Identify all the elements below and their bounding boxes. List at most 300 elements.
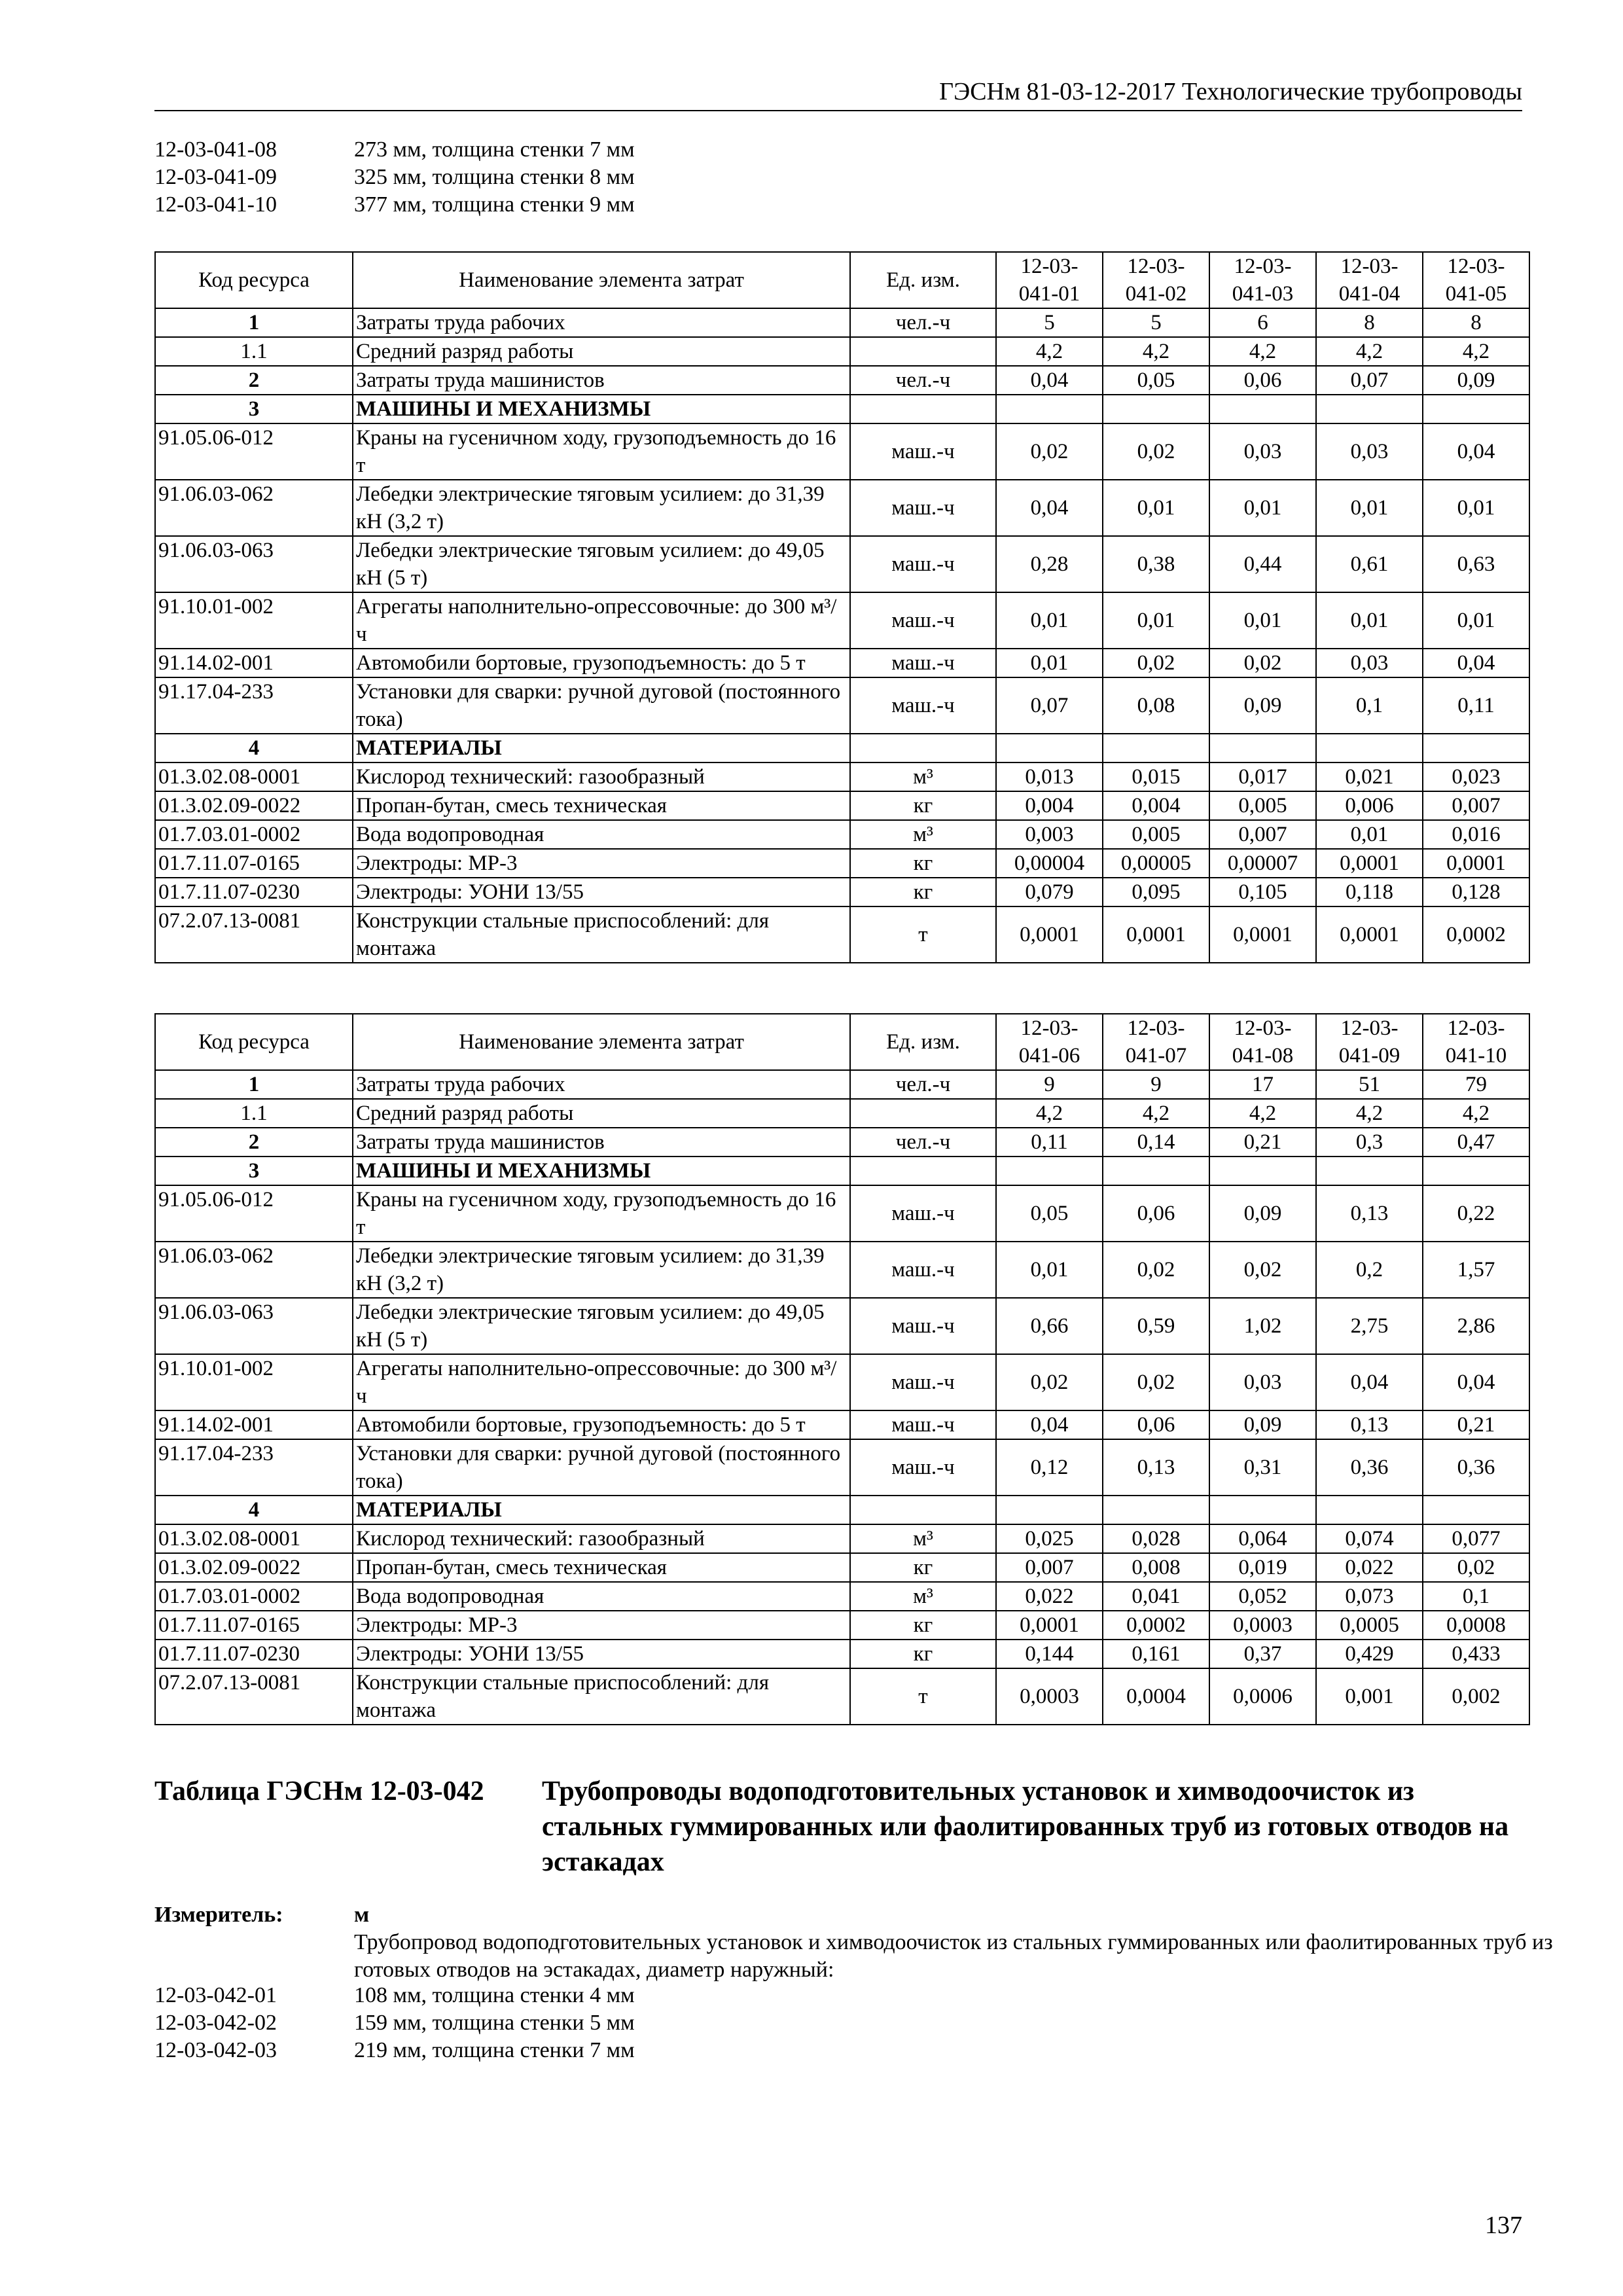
section-label: Таблица ГЭСНм 12-03-042 [154, 1776, 484, 1806]
table-row [155, 1524, 1529, 1553]
cell-value: 0,0005 [1316, 1611, 1423, 1640]
cell-code: 1.1 [155, 1099, 353, 1128]
cell-value: 0,00007 [1209, 849, 1316, 878]
table-row [155, 337, 1529, 366]
table-row [155, 1582, 1529, 1611]
cell-value: 0,002 [1423, 1668, 1529, 1725]
col-header-norm: 12-03- 041-09 [1316, 1014, 1423, 1070]
col-header-norm: 12-03- 041-04 [1316, 252, 1423, 308]
cell-unit: чел.-ч [850, 1070, 996, 1099]
measure-unit: м [354, 1903, 370, 1927]
cell-value: 0,073 [1316, 1582, 1423, 1611]
cell-value: 0,03 [1316, 423, 1423, 480]
cell-value: 0,0001 [1423, 849, 1529, 878]
cell-code: 91.17.04-233 [155, 677, 353, 734]
cell-name: Лебедки электрические тяговым усилием: до 31,39 кН (3,2 т) [353, 480, 850, 536]
cell-code: 3 [155, 1157, 353, 1185]
cell-value: 8 [1316, 308, 1423, 337]
cell-name: Затраты труда рабочих [353, 308, 850, 337]
cell-unit: м³ [850, 1582, 996, 1611]
cell-value: 0,01 [1316, 480, 1423, 536]
col-header-norm: 12-03- 041-07 [1103, 1014, 1209, 1070]
cell-value: 0,36 [1316, 1439, 1423, 1496]
cell-value: 0,0001 [996, 1611, 1103, 1640]
cell-value: 0,0001 [996, 906, 1103, 963]
cell-value: 0,004 [996, 791, 1103, 820]
cell-unit: маш.-ч [850, 1185, 996, 1242]
cell-value [1316, 1157, 1423, 1185]
cell-unit: чел.-ч [850, 1128, 996, 1157]
cell-value: 0,03 [1209, 1354, 1316, 1410]
cell-value: 0,01 [1316, 820, 1423, 849]
cell-value: 9 [1103, 1070, 1209, 1099]
cell-value: 51 [1316, 1070, 1423, 1099]
cell-unit: м³ [850, 820, 996, 849]
cell-value: 0,161 [1103, 1640, 1209, 1668]
cell-value: 0,00004 [996, 849, 1103, 878]
cell-value: 0,005 [1209, 791, 1316, 820]
cell-value: 0,36 [1423, 1439, 1529, 1496]
code-line [154, 192, 635, 217]
cell-value: 0,44 [1209, 536, 1316, 592]
table-row [155, 1099, 1529, 1128]
table-row [155, 1354, 1529, 1410]
cell-name: Автомобили бортовые, грузоподъемность: до 5 т [353, 649, 850, 677]
cell-unit: маш.-ч [850, 677, 996, 734]
cell-value [1423, 395, 1529, 423]
cell-value: 0,63 [1423, 536, 1529, 592]
cell-value: 0,028 [1103, 1524, 1209, 1553]
cell-unit: кг [850, 878, 996, 906]
cell-unit: т [850, 906, 996, 963]
cell-name: Конструкции стальные приспособлений: для монтажа [353, 906, 850, 963]
cell-value: 0,0003 [1209, 1611, 1316, 1640]
cell-code: 01.3.02.09-0022 [155, 791, 353, 820]
section-heading: Трубопроводы водоподготовительных установок и химводоочисток из стальных гуммированных или фаолитированных труб из готовых отводов на эстакадах [542, 1776, 1509, 1877]
cell-value: 0,66 [996, 1298, 1103, 1354]
cell-value: 0,1 [1316, 677, 1423, 734]
line-code: 12-03-041-09 [154, 165, 277, 189]
cell-value: 5 [1103, 308, 1209, 337]
cell-value: 8 [1423, 308, 1529, 337]
cell-value [1103, 395, 1209, 423]
cell-code: 2 [155, 366, 353, 395]
cell-value: 0,144 [996, 1640, 1103, 1668]
cell-value: 0,37 [1209, 1640, 1316, 1668]
cell-value: 0,13 [1316, 1410, 1423, 1439]
cell-value: 17 [1209, 1070, 1316, 1099]
cell-value [1103, 1157, 1209, 1185]
cell-value [1209, 1496, 1316, 1524]
cell-value: 0,12 [996, 1439, 1103, 1496]
cell-name: Средний разряд работы [353, 337, 850, 366]
cell-value: 0,47 [1423, 1128, 1529, 1157]
cell-value: 0,01 [996, 649, 1103, 677]
table-row [155, 1157, 1529, 1185]
cell-value: 4,2 [1316, 1099, 1423, 1128]
cell-value: 4,2 [1316, 337, 1423, 366]
cell-code: 91.14.02-001 [155, 1410, 353, 1439]
cell-code: 3 [155, 395, 353, 423]
cell-code: 1.1 [155, 337, 353, 366]
cell-value: 0,0001 [1103, 906, 1209, 963]
cell-value: 0,31 [1209, 1439, 1316, 1496]
cell-unit: маш.-ч [850, 1354, 996, 1410]
line-code: 12-03-042-01 [154, 1983, 277, 2007]
code-line [154, 1983, 635, 2008]
cell-value: 0,079 [996, 878, 1103, 906]
cell-unit: кг [850, 849, 996, 878]
cell-value: 0,06 [1103, 1410, 1209, 1439]
cell-code: 4 [155, 734, 353, 762]
cell-value [1209, 395, 1316, 423]
cell-name: Электроды: МР-3 [353, 849, 850, 878]
cell-value: 0,007 [1209, 820, 1316, 849]
cell-unit: чел.-ч [850, 366, 996, 395]
cell-value: 0,01 [1103, 592, 1209, 649]
cell-value: 0,01 [1209, 592, 1316, 649]
cell-name: Электроды: МР-3 [353, 1611, 850, 1640]
table-row [155, 1298, 1529, 1354]
cell-value: 0,02 [1209, 1242, 1316, 1298]
table-row [155, 906, 1529, 963]
cell-value [1209, 1157, 1316, 1185]
cell-name: Кислород технический: газообразный [353, 1524, 850, 1553]
cell-value: 0,006 [1316, 791, 1423, 820]
cell-code: 91.06.03-062 [155, 1242, 353, 1298]
page-number: 137 [1485, 2212, 1522, 2239]
table-row [155, 649, 1529, 677]
header-title: ГЭСНм 81-03-12-2017 Технологические трубопроводы [939, 78, 1522, 105]
cell-value: 0,28 [996, 536, 1103, 592]
table-row [155, 1439, 1529, 1496]
cell-unit: кг [850, 1553, 996, 1582]
line-code: 12-03-041-08 [154, 137, 277, 162]
cell-unit [850, 1157, 996, 1185]
cell-value: 4,2 [1103, 1099, 1209, 1128]
table-row [155, 308, 1529, 337]
cell-value: 0,04 [996, 1410, 1103, 1439]
table-row [155, 1410, 1529, 1439]
cell-code: 4 [155, 1496, 353, 1524]
cell-name: Затраты труда машинистов [353, 1128, 850, 1157]
cell-value: 0,04 [1423, 1354, 1529, 1410]
cell-value: 0,005 [1103, 820, 1209, 849]
table-row [155, 1553, 1529, 1582]
col-header-norm: 12-03- 041-10 [1423, 1014, 1529, 1070]
page-header [154, 73, 1522, 111]
code-line [154, 137, 635, 162]
cell-name: Агрегаты наполнительно-опрессовочные: до 300 м³/ч [353, 592, 850, 649]
cell-value: 0,3 [1316, 1128, 1423, 1157]
cell-value: 0,04 [1423, 649, 1529, 677]
cell-value: 0,04 [1316, 1354, 1423, 1410]
table-row [155, 423, 1529, 480]
cell-value: 4,2 [1209, 337, 1316, 366]
cell-name: Лебедки электрические тяговым усилием: до 49,05 кН (5 т) [353, 536, 850, 592]
cell-code: 91.05.06-012 [155, 1185, 353, 1242]
cell-value: 0,09 [1209, 1185, 1316, 1242]
cell-value: 0,02 [996, 423, 1103, 480]
table-row [155, 1185, 1529, 1242]
measure-label: Измеритель: [154, 1903, 283, 1927]
cell-code: 01.3.02.09-0022 [155, 1553, 353, 1582]
cell-value [996, 1157, 1103, 1185]
cell-unit: маш.-ч [850, 536, 996, 592]
cell-unit: маш.-ч [850, 649, 996, 677]
cell-name: Лебедки электрические тяговым усилием: до 31,39 кН (3,2 т) [353, 1242, 850, 1298]
table-row [155, 1611, 1529, 1640]
col-header-unit: Ед. изм. [850, 1014, 996, 1070]
cell-value: 1,02 [1209, 1298, 1316, 1354]
cell-value: 0,0002 [1103, 1611, 1209, 1640]
cell-unit [850, 395, 996, 423]
cell-name: МАШИНЫ И МЕХАНИЗМЫ [353, 1157, 850, 1185]
cell-unit: м³ [850, 1524, 996, 1553]
line-text: 108 мм, толщина стенки 4 мм [354, 1983, 635, 2007]
cell-value: 0,095 [1103, 878, 1209, 906]
table-row [155, 762, 1529, 791]
cell-unit: маш.-ч [850, 592, 996, 649]
cell-value: 4,2 [1423, 1099, 1529, 1128]
cell-value: 0,017 [1209, 762, 1316, 791]
cell-value: 0,04 [1423, 423, 1529, 480]
cell-value: 0,61 [1316, 536, 1423, 592]
cell-value: 4,2 [1209, 1099, 1316, 1128]
cell-code: 91.10.01-002 [155, 1354, 353, 1410]
cell-value: 0,007 [1423, 791, 1529, 820]
cell-value [1209, 734, 1316, 762]
cell-value: 4,2 [1103, 337, 1209, 366]
cell-value [1423, 1496, 1529, 1524]
cell-value: 0,064 [1209, 1524, 1316, 1553]
cell-value: 9 [996, 1070, 1103, 1099]
cell-unit: кг [850, 1640, 996, 1668]
cell-name: Автомобили бортовые, грузоподъемность: до 5 т [353, 1410, 850, 1439]
cell-value: 2,86 [1423, 1298, 1529, 1354]
cell-code: 91.17.04-233 [155, 1439, 353, 1496]
cell-code: 91.06.03-063 [155, 536, 353, 592]
code-line [154, 2038, 635, 2063]
line-code: 12-03-042-02 [154, 2011, 277, 2035]
cell-name: Краны на гусеничном ходу, грузоподъемность до 16 т [353, 423, 850, 480]
cell-value: 0,07 [996, 677, 1103, 734]
cell-value: 0,02 [1103, 1354, 1209, 1410]
cell-value: 0,01 [1423, 592, 1529, 649]
cell-value: 0,0004 [1103, 1668, 1209, 1725]
cell-value: 0,052 [1209, 1582, 1316, 1611]
line-text: 325 мм, толщина стенки 8 мм [354, 165, 635, 189]
cell-name: Затраты труда машинистов [353, 366, 850, 395]
cell-value: 0,003 [996, 820, 1103, 849]
cell-value: 0,02 [1209, 649, 1316, 677]
cell-name: МАШИНЫ И МЕХАНИЗМЫ [353, 395, 850, 423]
cell-value: 0,11 [996, 1128, 1103, 1157]
table-row [155, 820, 1529, 849]
cell-value: 0,13 [1316, 1185, 1423, 1242]
cell-code: 01.7.11.07-0230 [155, 1640, 353, 1668]
cell-value: 0,015 [1103, 762, 1209, 791]
cell-unit [850, 734, 996, 762]
cell-value: 0,022 [996, 1582, 1103, 1611]
cell-value: 0,013 [996, 762, 1103, 791]
cell-value: 0,007 [996, 1553, 1103, 1582]
cell-unit: т [850, 1668, 996, 1725]
cell-value: 0,03 [1316, 649, 1423, 677]
cell-value: 0,59 [1103, 1298, 1209, 1354]
measure-description: Трубопровод водоподготовительных установок и химводоочисток из стальных гуммированных или фаолитированных труб из готовых отводов на эстакадах, диаметр наружный: [354, 1930, 1553, 1982]
cell-name: Пропан-бутан, смесь техническая [353, 1553, 850, 1582]
table-row [155, 1640, 1529, 1668]
cell-value: 0,025 [996, 1524, 1103, 1553]
cell-value: 0,05 [1103, 366, 1209, 395]
cell-value: 0,118 [1316, 878, 1423, 906]
col-header-norm: 12-03- 041-02 [1103, 252, 1209, 308]
cell-value: 0,21 [1423, 1410, 1529, 1439]
cell-code: 01.7.03.01-0002 [155, 1582, 353, 1611]
cell-value: 0,01 [1103, 480, 1209, 536]
table-row [155, 592, 1529, 649]
cell-value: 0,05 [996, 1185, 1103, 1242]
cell-value: 0,38 [1103, 536, 1209, 592]
cell-unit [850, 337, 996, 366]
cell-value: 0,14 [1103, 1128, 1209, 1157]
cell-unit: чел.-ч [850, 308, 996, 337]
table-row [155, 366, 1529, 395]
col-header-norm: 12-03- 041-03 [1209, 252, 1316, 308]
cell-value: 1,57 [1423, 1242, 1529, 1298]
table-row [155, 1496, 1529, 1524]
cell-value: 0,0006 [1209, 1668, 1316, 1725]
cell-value: 0,02 [1103, 423, 1209, 480]
cell-value: 0,01 [1209, 480, 1316, 536]
cell-value: 0,019 [1209, 1553, 1316, 1582]
line-code: 12-03-041-10 [154, 192, 277, 217]
table-row [155, 1128, 1529, 1157]
cell-value: 4,2 [996, 1099, 1103, 1128]
line-text: 377 мм, толщина стенки 9 мм [354, 192, 635, 217]
table-row [155, 395, 1529, 423]
cell-value: 0,02 [996, 1354, 1103, 1410]
cell-code: 91.14.02-001 [155, 649, 353, 677]
cell-value: 0,01 [996, 592, 1103, 649]
cell-value [1316, 734, 1423, 762]
table-row [155, 1242, 1529, 1298]
table-row [155, 677, 1529, 734]
cell-code: 01.7.03.01-0002 [155, 820, 353, 849]
cell-code: 01.7.11.07-0165 [155, 1611, 353, 1640]
cell-value: 2,75 [1316, 1298, 1423, 1354]
table-row [155, 878, 1529, 906]
cell-value: 0,01 [1316, 592, 1423, 649]
norm-table-2 [154, 1013, 1530, 1725]
cell-value: 0,074 [1316, 1524, 1423, 1553]
cell-name: Электроды: УОНИ 13/55 [353, 878, 850, 906]
cell-code: 91.10.01-002 [155, 592, 353, 649]
cell-value [1423, 1157, 1529, 1185]
cell-code: 01.3.02.08-0001 [155, 1524, 353, 1553]
cell-value: 0,016 [1423, 820, 1529, 849]
cell-value: 4,2 [1423, 337, 1529, 366]
cell-value [1103, 734, 1209, 762]
cell-value: 0,429 [1316, 1640, 1423, 1668]
line-text: 273 мм, толщина стенки 7 мм [354, 137, 635, 162]
col-header-name: Наименование элемента затрат [353, 1014, 850, 1070]
cell-code: 01.7.11.07-0165 [155, 849, 353, 878]
cell-name: Кислород технический: газообразный [353, 762, 850, 791]
col-header-unit: Ед. изм. [850, 252, 996, 308]
cell-value: 0,2 [1316, 1242, 1423, 1298]
cell-name: Конструкции стальные приспособлений: для монтажа [353, 1668, 850, 1725]
cell-code: 91.05.06-012 [155, 423, 353, 480]
cell-value: 0,0003 [996, 1668, 1103, 1725]
cell-code: 91.06.03-063 [155, 1298, 353, 1354]
cell-value: 0,04 [996, 480, 1103, 536]
cell-value: 5 [996, 308, 1103, 337]
cell-code: 1 [155, 1070, 353, 1099]
col-header-code: Код ресурса [155, 252, 353, 308]
cell-name: МАТЕРИАЛЫ [353, 734, 850, 762]
cell-value: 0,02 [1103, 649, 1209, 677]
col-header-norm: 12-03- 041-05 [1423, 252, 1529, 308]
cell-value: 0,04 [996, 366, 1103, 395]
cell-value [1423, 734, 1529, 762]
cell-value: 0,128 [1423, 878, 1529, 906]
norm-table-1 [154, 251, 1530, 963]
cell-name: Вода водопроводная [353, 820, 850, 849]
cell-name: Затраты труда рабочих [353, 1070, 850, 1099]
col-header-norm: 12-03- 041-01 [996, 252, 1103, 308]
cell-value: 0,11 [1423, 677, 1529, 734]
cell-unit [850, 1099, 996, 1128]
cell-value [1316, 1496, 1423, 1524]
cell-value: 0,01 [996, 1242, 1103, 1298]
cell-unit [850, 1496, 996, 1524]
cell-code: 01.3.02.08-0001 [155, 762, 353, 791]
cell-name: Установки для сварки: ручной дуговой (постоянного тока) [353, 1439, 850, 1496]
cell-value: 79 [1423, 1070, 1529, 1099]
cell-value: 0,02 [1103, 1242, 1209, 1298]
cell-unit: маш.-ч [850, 480, 996, 536]
cell-name: МАТЕРИАЛЫ [353, 1496, 850, 1524]
cell-name: Средний разряд работы [353, 1099, 850, 1128]
cell-value: 0,0001 [1316, 906, 1423, 963]
cell-value: 0,0002 [1423, 906, 1529, 963]
col-header-code: Код ресурса [155, 1014, 353, 1070]
cell-name: Краны на гусеничном ходу, грузоподъемность до 16 т [353, 1185, 850, 1242]
table-row [155, 734, 1529, 762]
cell-value: 0,0001 [1316, 849, 1423, 878]
col-header-norm: 12-03- 041-06 [996, 1014, 1103, 1070]
cell-value: 0,01 [1423, 480, 1529, 536]
cell-value: 0,22 [1423, 1185, 1529, 1242]
cell-value [1316, 395, 1423, 423]
cell-name: Агрегаты наполнительно-опрессовочные: до 300 м³/ч [353, 1354, 850, 1410]
cell-name: Вода водопроводная [353, 1582, 850, 1611]
cell-value: 0,023 [1423, 762, 1529, 791]
col-header-name: Наименование элемента затрат [353, 252, 850, 308]
cell-value [996, 734, 1103, 762]
cell-code: 07.2.07.13-0081 [155, 906, 353, 963]
cell-value: 0,105 [1209, 878, 1316, 906]
cell-unit: кг [850, 791, 996, 820]
table-row [155, 849, 1529, 878]
line-text: 219 мм, толщина стенки 7 мм [354, 2038, 635, 2062]
cell-code: 2 [155, 1128, 353, 1157]
cell-value: 0,21 [1209, 1128, 1316, 1157]
cell-value: 0,00005 [1103, 849, 1209, 878]
cell-value: 0,0001 [1209, 906, 1316, 963]
